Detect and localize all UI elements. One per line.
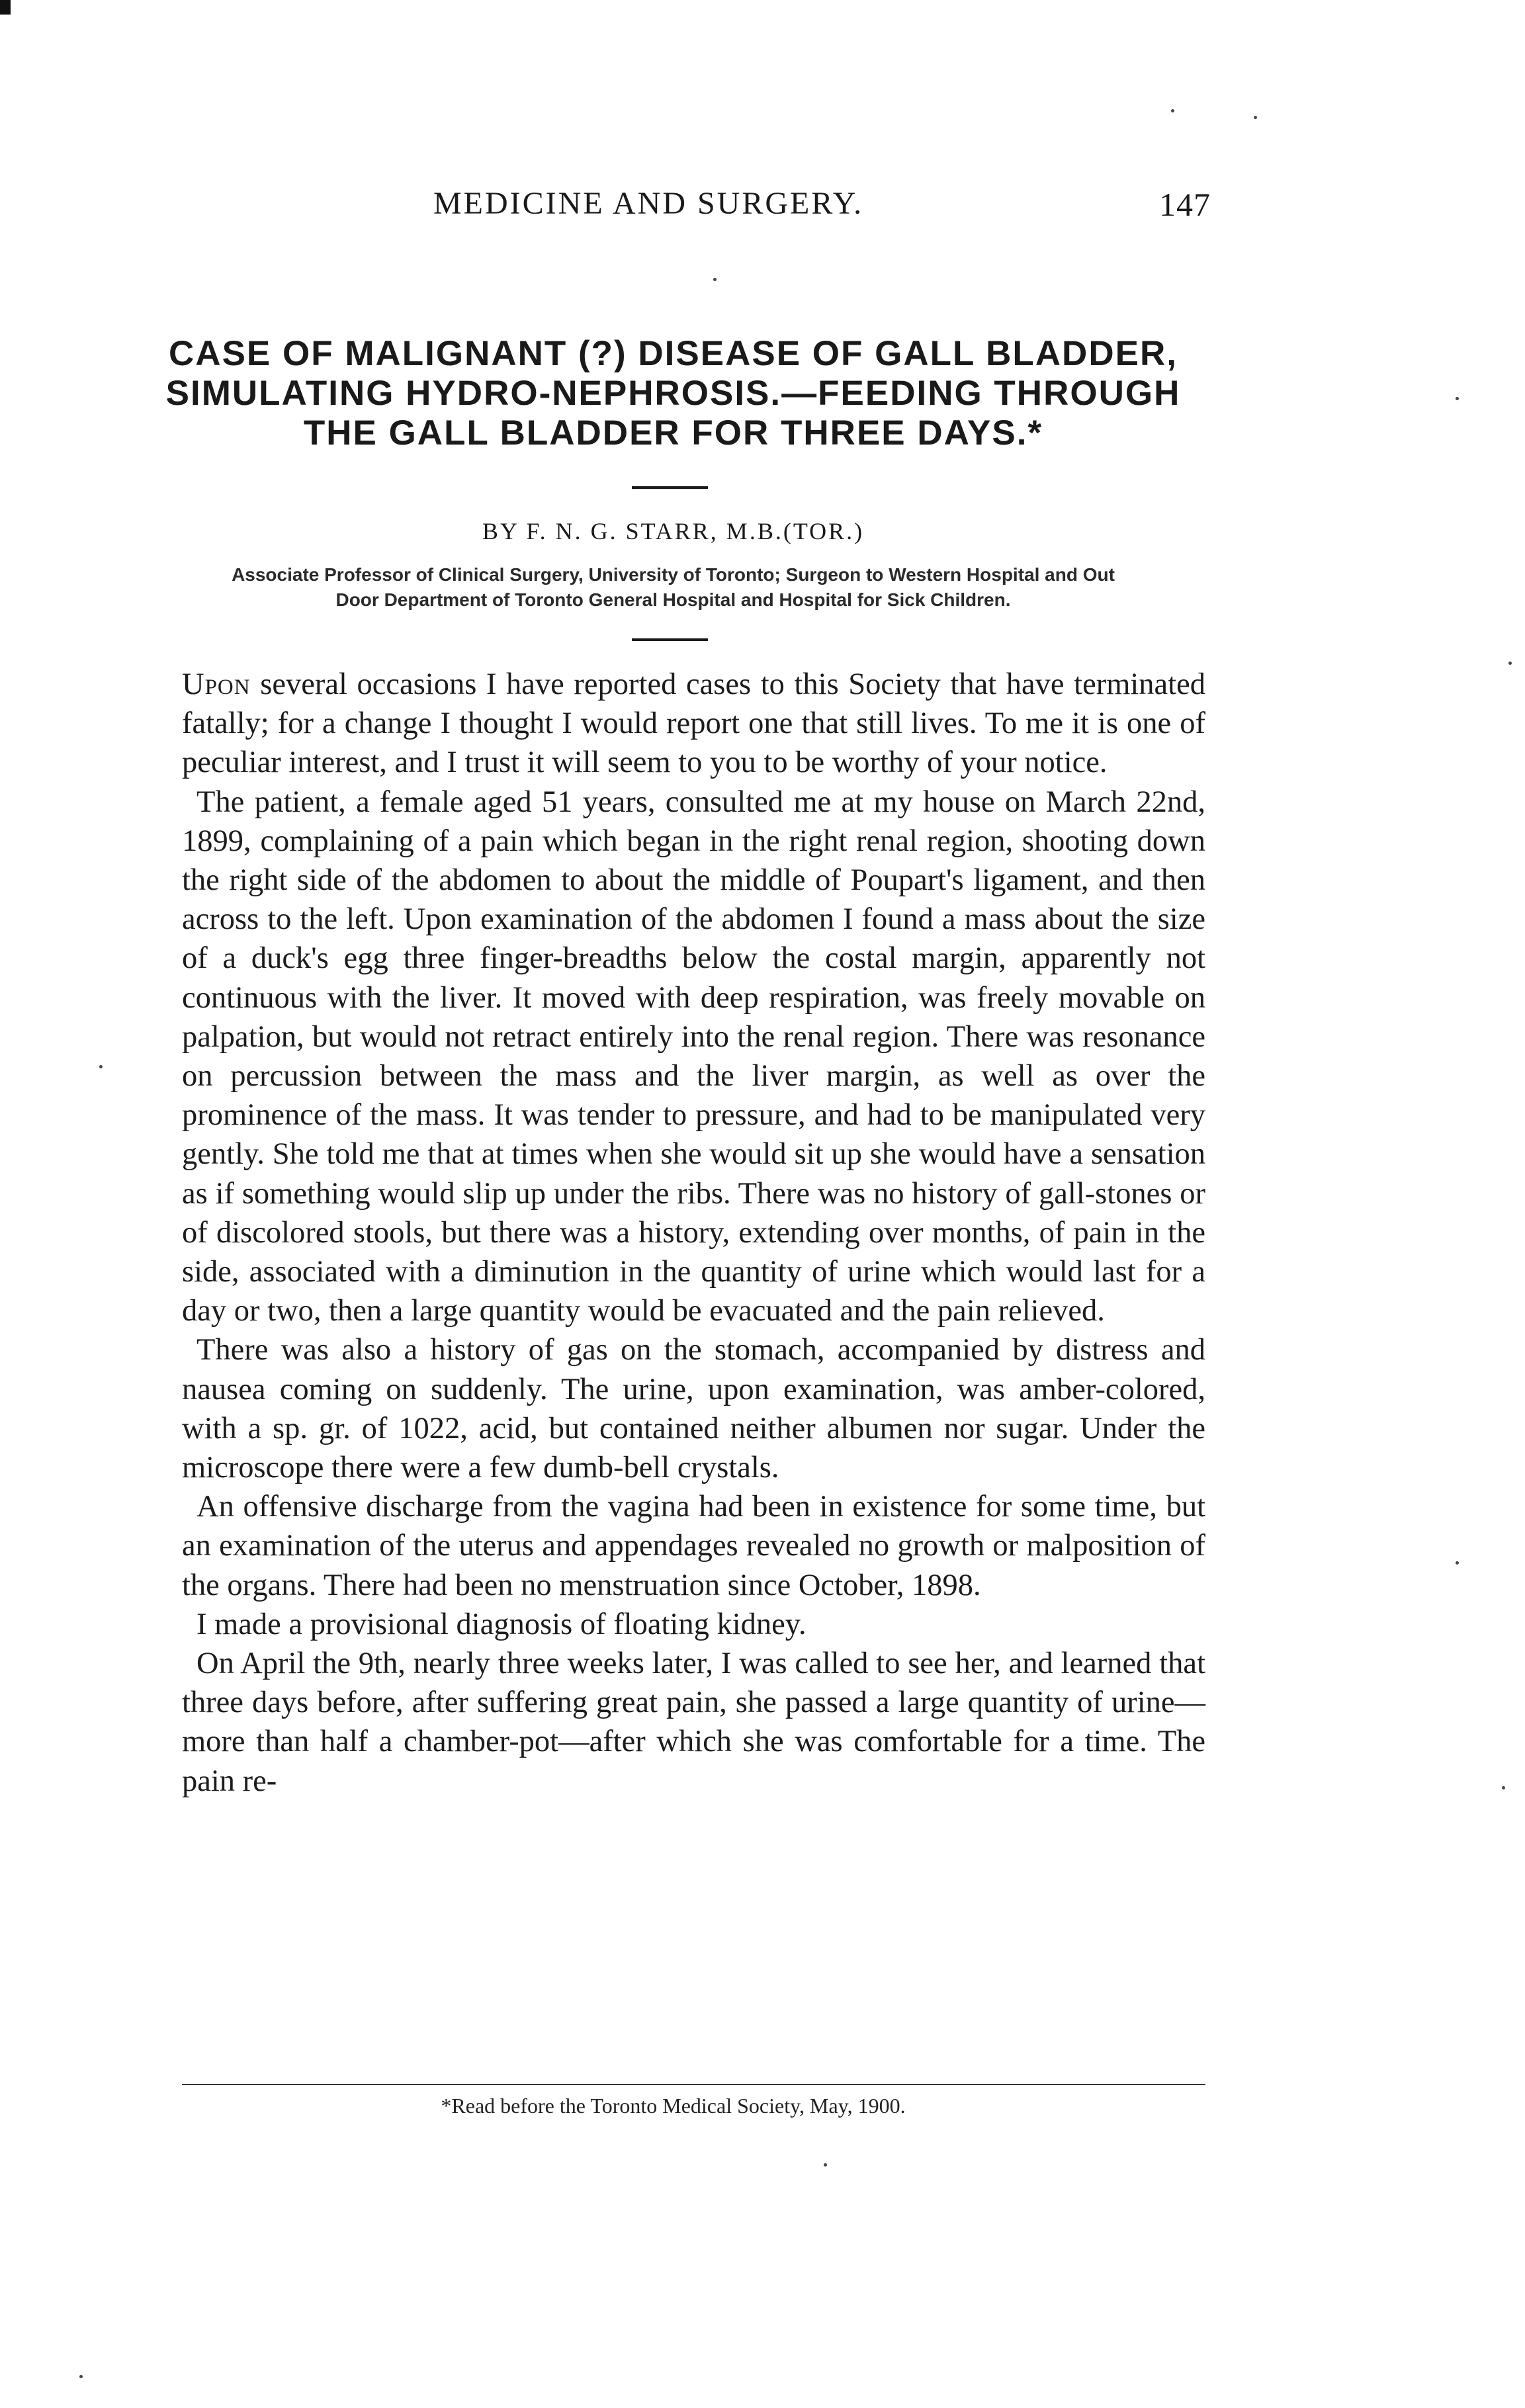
author-byline: BY F. N. G. STARR, M.B.(TOR.) [482, 518, 865, 544]
paragraph: There was also a history of gas on the stomach, accompanied by distress and nausea coming on suddenly. The urine, upon examination, was amber-colored, with a sp. gr. of 1022, acid, but contained neither albumen nor sugar. Under the microscope there were a few dumb-bell crystals. [182, 1333, 1205, 1485]
paragraph-text: several occasions I have reported cases to this Society that have terminated fatally; for a change I thought I would report one that still lives. To me it is one of peculiar interest, and I trust it will seem to you to be worthy of your notice. [182, 667, 1205, 780]
scan-speck [79, 2375, 83, 2378]
title-divider [632, 486, 708, 489]
article-title-line: THE GALL BLADDER FOR THREE DAYS.* [303, 413, 1043, 452]
affiliation-line: Associate Professor of Clinical Surgery, University of Toronto; Surgeon to Western Hospital and Out [232, 564, 1115, 585]
affiliation-line: Door Department of Toronto General Hospital and Hospital for Sick Children. [335, 589, 1011, 610]
scan-speck [1502, 1786, 1505, 1789]
scan-corner-mark [0, 0, 11, 15]
paragraph [182, 665, 1205, 783]
footnote-divider [182, 2084, 1205, 2085]
scan-speck [1171, 109, 1174, 112]
running-head [433, 185, 1211, 232]
drop-word: Upon [182, 667, 251, 701]
footnote: *Read before the Toronto Medical Society, May, 1900. [441, 2094, 906, 2118]
scan-speck [824, 2163, 827, 2167]
page-number: 147 [1159, 186, 1211, 223]
scan-speck [1508, 662, 1512, 665]
scan-speck [1254, 116, 1257, 119]
article-body [182, 665, 1205, 1801]
byline-divider [632, 638, 708, 641]
article-title [132, 334, 1214, 453]
article-title-line: CASE OF MALIGNANT (?) DISEASE OF GALL BLADDER, [169, 334, 1178, 373]
paragraph: On April the 9th, nearly three weeks later, I was called to see her, and learned that three days before, after suffering great pain, she passed a large quantity of urine—more than half a chamber-pot—after which she was comfortable for a time. The pain re- [182, 1647, 1205, 1798]
author-affiliation [132, 562, 1214, 613]
article-title-line: SIMULATING HYDRO-NEPHROSIS.—FEEDING THROUGH [165, 374, 1181, 413]
paragraph: The patient, a female aged 51 years, consulted me at my house on March 22nd, 1899, complaining of a pain which began in the right renal region, shooting down the right side of the abdomen to about the middle of Poupart's ligament, and then across to the left. Upon examination of the abdomen I found a mass about the size of a duck's egg three finger-breadths below the costal margin, apparently not continuous with the liver. It moved with deep respiration, was freely movable on palpation, but would not retract entirely into the renal region. There was resonance on percussion between the mass and the liver margin, as well as over the prominence of the mass. It was tender to pressure, and had to be manipulated very gently. She told me that at times when she would sit up she would have a sensation as if something would slip up under the ribs. There was no history of gall-stones or of discolored stools, but there was a history, extending over months, of pain in the side, associated with a diminution in the quantity of urine which would last for a day or two, then a large quantity would be evacuated and the pain relieved. [182, 785, 1205, 1328]
paragraph: An offensive discharge from the vagina had been in existence for some time, but an examination of the uterus and appendages revealed no growth or malposition of the organs. There had been no menstruation since October, 1898. [182, 1490, 1205, 1602]
scan-speck [713, 278, 717, 281]
running-head-title: MEDICINE AND SURGERY. [433, 186, 864, 221]
scan-speck [1456, 1561, 1459, 1565]
scan-speck [1456, 397, 1459, 400]
scan-speck [99, 1065, 103, 1068]
paragraph: I made a provisional diagnosis of floating kidney. [196, 1607, 806, 1641]
